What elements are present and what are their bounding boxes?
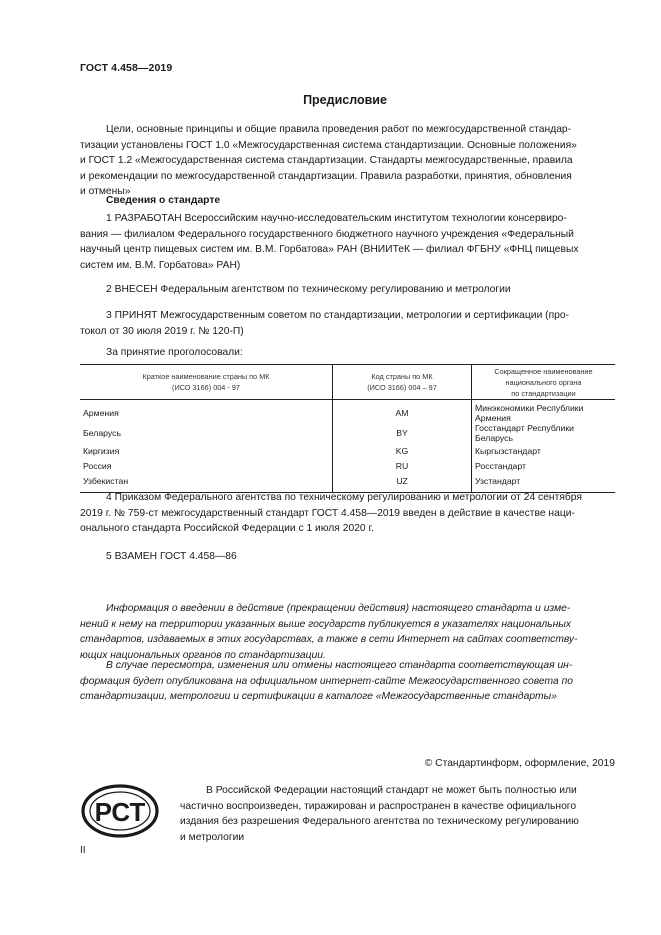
reproduction-notice — [180, 783, 615, 845]
cell-country: Киргизия — [83, 445, 120, 456]
text-line: издания без разрешения Федерального агентства по техническому регулированию — [180, 816, 579, 828]
header-text: по стандартизации — [511, 388, 576, 398]
info-notice-1 — [80, 601, 615, 663]
standard-number: ГОСТ 4.458—2019 — [80, 62, 173, 74]
table-header-row — [80, 365, 615, 400]
text-line: Информация о введении в действие (прекращении действия) настоящего стандарта и изме- — [106, 603, 571, 614]
header-text: (ИСО 3166) 004 – 97 — [367, 383, 437, 392]
cell-code: AM — [333, 400, 472, 424]
cell-country: Узбекистан — [80, 473, 333, 492]
logo-text: РСТ — [94, 797, 146, 827]
text-line: 1 РАЗРАБОТАН Всероссийским научно-исследовательским институтом технологии консервиро- — [106, 213, 567, 224]
header-text: Краткое наименование страны по МК — [142, 372, 270, 381]
text-line: тизации установлены ГОСТ 1.0 «Межгосударственная система стандартизации. Основные положения» — [80, 139, 577, 151]
text-line: и рекомендации по межгосударственной стандартизации. Правила разработки, принятия, обновления — [80, 170, 572, 182]
cell-country: Беларусь — [83, 428, 121, 438]
cell-country: Армения — [83, 408, 119, 418]
cell-body: Росстандарт — [472, 458, 616, 473]
cell-code: UZ — [333, 473, 472, 492]
text-line: Цели, основные принципы и общие правила проведения работ по межгосударственной стандар- — [106, 124, 572, 135]
text-line: стандартов, издаваемых в этих государствах, а также в сети Интернет на сайтах соответству- — [80, 634, 578, 646]
cell-code: RU — [333, 458, 472, 473]
text-line: 4 Приказом Федерального агентства по техническому регулированию и метрологии от 24 сентября — [106, 492, 582, 503]
text-line: вания — филиалом Федерального государственного бюджетного научного учреждения «Федеральный — [80, 228, 574, 240]
cell-country: Россия — [83, 460, 112, 471]
header-code — [333, 365, 472, 400]
table-row — [80, 400, 615, 424]
copyright: © Стандартинформ, оформление, 2019 — [424, 758, 615, 769]
text-line: В Российской Федерации настоящий стандарт не может быть полностью или — [206, 785, 577, 796]
cell-body: Минэкономики Республики Армения — [472, 400, 616, 424]
text-line: формация будет опубликована на официальном интернет-сайте Межгосударственного совета по — [80, 675, 573, 687]
item-order — [80, 490, 615, 537]
text-line: и ГОСТ 1.2 «Межгосударственная система стандартизации. Стандарты межгосударственные, правила — [80, 155, 573, 167]
header-body — [472, 365, 616, 400]
text-line: научный центр пищевых систем им. В.М. Горбатова» РАН (ВНИИТеК — филиал ФГБНУ «ФНЦ пищевых — [80, 244, 579, 256]
item-adopted — [80, 308, 615, 339]
text-line: стандартизации, метрологии и сертификации в каталоге «Межгосударственные стандарты» — [80, 691, 557, 703]
foreword-title: Предисловие — [303, 93, 387, 107]
text-line: и отмены» — [80, 186, 131, 198]
cell-code: KG — [333, 443, 472, 458]
header-country — [80, 365, 333, 400]
text-line: 2 ВНЕСЕН Федеральным агентством по техническому регулированию и метрологии — [106, 284, 511, 295]
cell-code: BY — [333, 423, 472, 443]
page-number: II — [80, 845, 86, 856]
text-line: ющих национальных органов по стандартизации. — [80, 649, 326, 661]
table-row — [80, 458, 615, 473]
text-line: и метрологии — [180, 831, 245, 843]
header-text: (ИСО 3166) 004 - 97 — [172, 383, 240, 392]
text-line: систем им. В.М. Горбатова» РАН) — [80, 259, 241, 271]
info-notice-2 — [80, 658, 615, 705]
text-line: нений к нему на территории указанных выше государств публикуется в указателях национальных — [80, 618, 571, 630]
text-line: 5 ВЗАМЕН ГОСТ 4.458—86 — [106, 551, 237, 562]
text-line: 2019 г. № 759-ст межгосударственный стандарт ГОСТ 4.458—2019 введен в действие в качестве наци- — [80, 507, 575, 519]
text-line: В случае пересмотра, изменения или отмены настоящего стандарта соответствующая ин- — [106, 660, 573, 671]
text-line: 3 ПРИНЯТ Межгосударственным советом по стандартизации, метрологии и сертификации (про- — [106, 310, 570, 321]
voting-table — [80, 364, 615, 493]
table-row — [80, 423, 615, 443]
item-introduced — [80, 282, 615, 298]
rst-logo — [80, 783, 160, 839]
header-text: Код страны по МК — [371, 372, 433, 381]
section-heading: Сведения о стандарте — [106, 195, 221, 206]
cell-body: Госстандарт Республики Беларусь — [472, 423, 616, 443]
text-line: онального стандарта Российской Федерации с 1 июля 2020 г. — [80, 523, 374, 535]
text-line: частично воспроизведен, тиражирован и распространен в качестве официального — [180, 800, 577, 812]
cell-body: Узстандарт — [472, 473, 616, 492]
foreword-intro — [80, 122, 615, 200]
table-row — [80, 443, 615, 458]
item-replaces — [80, 549, 615, 565]
header-text: Сокращенное наименование национального органа — [494, 366, 593, 387]
text-line: токол от 30 июля 2019 г. № 120-П) — [80, 325, 244, 337]
item-developed — [80, 211, 615, 273]
voted-label: За принятие проголосовали: — [106, 347, 243, 358]
cell-body: Кыргызстандарт — [472, 443, 616, 458]
